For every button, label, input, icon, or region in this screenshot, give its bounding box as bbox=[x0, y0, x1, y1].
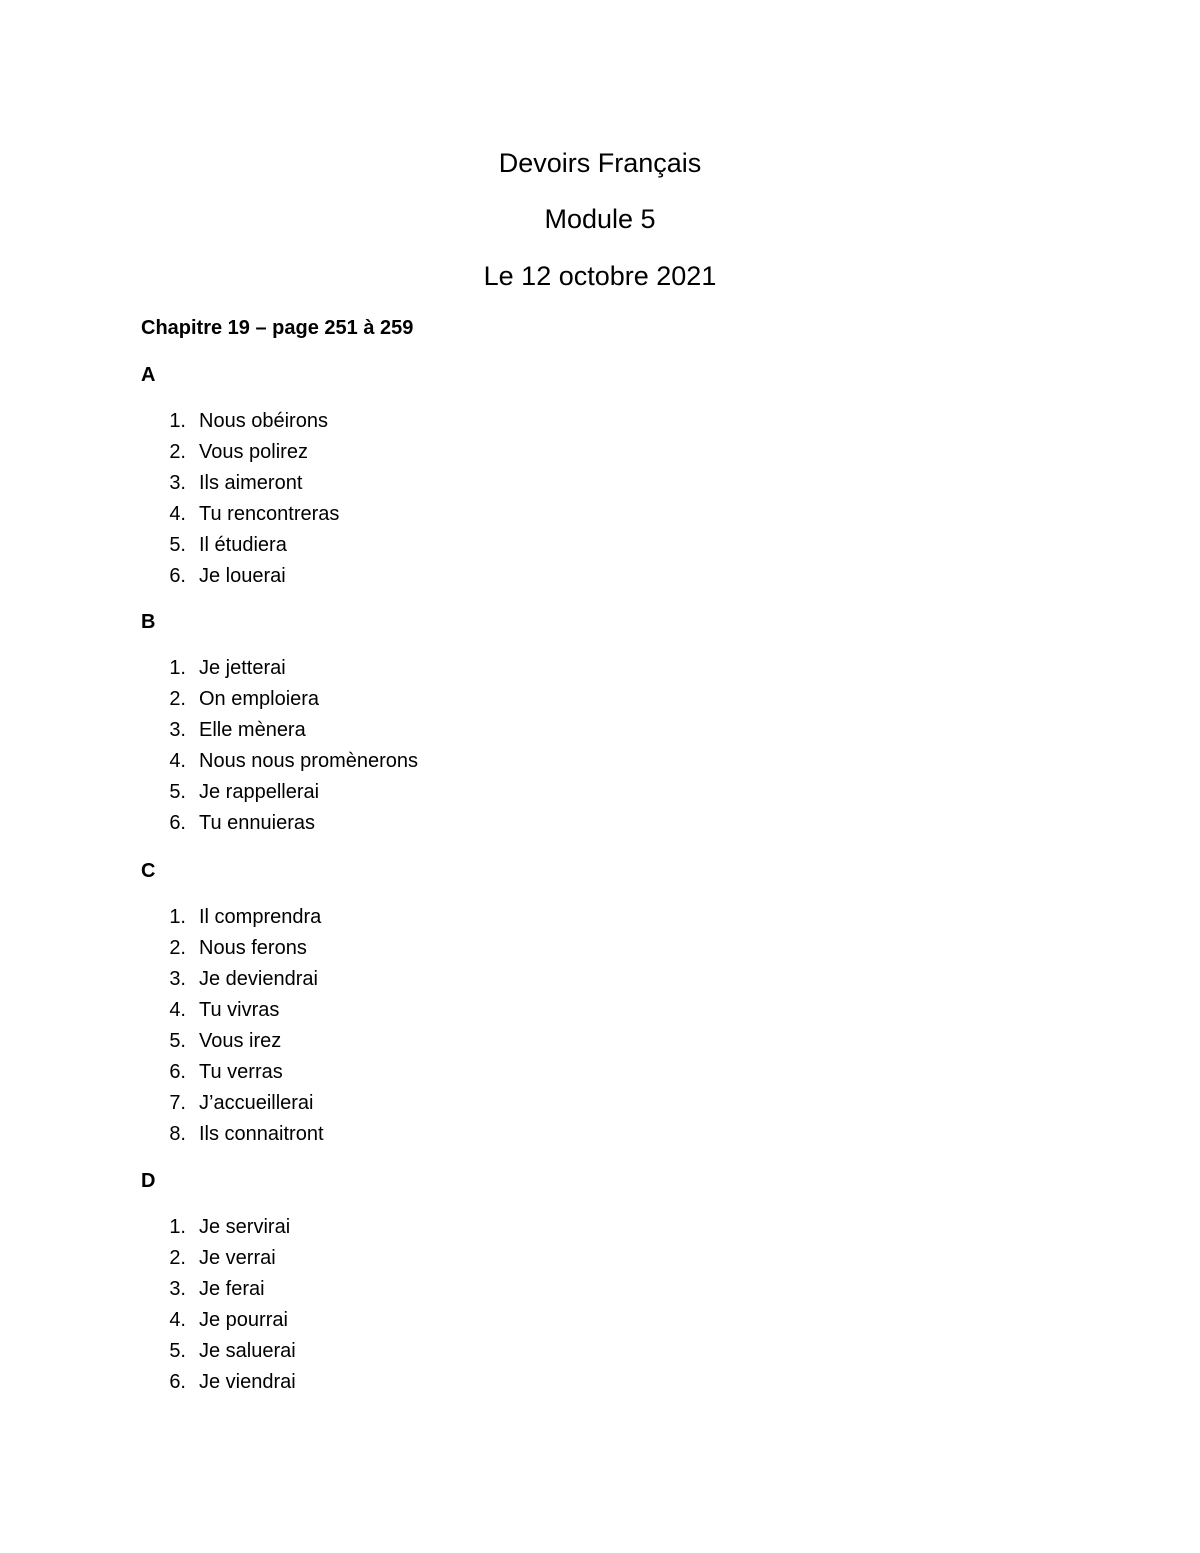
section-b-heading: B bbox=[141, 611, 156, 633]
list-item: 5. Je saluerai bbox=[169, 1340, 296, 1362]
section-d-list bbox=[141, 1214, 296, 1400]
list-item: 8. Ils connaitront bbox=[169, 1123, 324, 1145]
list-item: 5. Je rappellerai bbox=[169, 781, 320, 803]
list-item: 2. Je verrai bbox=[169, 1247, 276, 1269]
list-item: 2. Vous polirez bbox=[169, 441, 308, 463]
list-item: 3. Ils aimeront bbox=[169, 472, 303, 494]
list-item: 2. On emploiera bbox=[169, 688, 320, 710]
document-title: Devoirs Français bbox=[498, 148, 702, 178]
list-item: 4. Tu rencontreras bbox=[169, 503, 340, 525]
document-date: Le 12 octobre 2021 bbox=[483, 261, 717, 291]
section-d-heading: D bbox=[141, 1170, 156, 1192]
list-item: 6. Je louerai bbox=[169, 565, 286, 587]
chapter-heading: Chapitre 19 – page 251 à 259 bbox=[141, 317, 414, 339]
section-a-list bbox=[141, 408, 339, 594]
list-item: 7. J’accueillerai bbox=[169, 1092, 314, 1114]
list-item: 4. Je pourrai bbox=[169, 1309, 288, 1331]
section-c-heading: C bbox=[141, 860, 156, 882]
list-item: 5. Il étudiera bbox=[169, 534, 287, 556]
list-item: 5. Vous irez bbox=[169, 1030, 282, 1052]
list-item: 1. Il comprendra bbox=[169, 906, 322, 928]
list-item: 1. Nous obéirons bbox=[169, 410, 328, 432]
list-item: 1. Je servirai bbox=[169, 1216, 291, 1238]
list-item: 4. Nous nous promènerons bbox=[169, 750, 419, 772]
section-b-list bbox=[141, 655, 418, 841]
section-c-list bbox=[141, 904, 324, 1152]
list-item: 3. Je deviendrai bbox=[169, 968, 318, 990]
list-item: 2. Nous ferons bbox=[169, 937, 307, 959]
list-item: 1. Je jetterai bbox=[169, 657, 286, 679]
list-item: 3. Elle mènera bbox=[169, 719, 306, 741]
list-item: 3. Je ferai bbox=[169, 1278, 265, 1300]
list-item: 6. Je viendrai bbox=[169, 1371, 296, 1393]
section-a-heading: A bbox=[141, 364, 156, 386]
list-item: 4. Tu vivras bbox=[169, 999, 280, 1021]
list-item: 6. Tu verras bbox=[169, 1061, 283, 1083]
list-item: 6. Tu ennuieras bbox=[169, 812, 315, 834]
module-label: Module 5 bbox=[544, 204, 656, 234]
